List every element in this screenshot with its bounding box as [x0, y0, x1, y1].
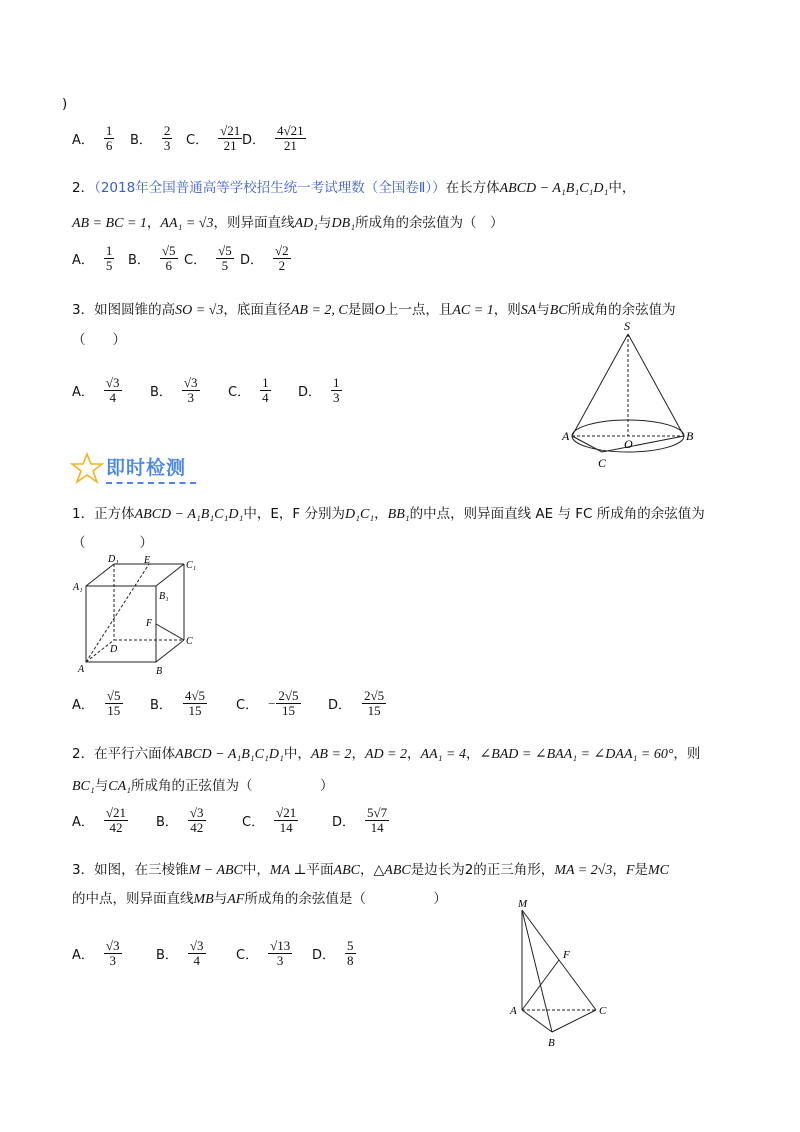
p2-line2: BC₁与CA₁所成角的正弦值为（ ） [72, 778, 334, 794]
label-a: A [562, 429, 570, 443]
fraction: $\frac{√5}{6}$ [161, 243, 176, 273]
sign: − [268, 695, 276, 711]
fraction: $\frac{√3}{4}$ [189, 938, 204, 968]
fraction: $\frac{√13}{3}$ [270, 938, 291, 968]
option-b[interactable] [130, 124, 172, 153]
option-b[interactable] [150, 689, 207, 718]
section-title: 即时检测 [106, 456, 187, 479]
option-c[interactable] [236, 939, 292, 968]
fraction: $\frac{√3}{3}$ [183, 375, 198, 405]
option-label: D． [312, 948, 336, 963]
option-d[interactable] [332, 806, 389, 835]
option-label: B． [156, 815, 178, 830]
label-a: A [78, 664, 85, 675]
option-c[interactable] [186, 124, 242, 153]
cone-chord-bc [602, 436, 684, 452]
fraction: $\frac{1}{3}$ [333, 375, 340, 405]
fraction: $\frac{√3}{3}$ [105, 938, 120, 968]
p3-line1: 3．如图，在三棱锥M − ABC中，MA ⊥平面ABC，△ABC是边长为2的正三角形，MA = 2√3，F是MC [72, 862, 669, 878]
option-label: C． [236, 948, 259, 963]
fraction: $\frac{1}{6}$ [105, 123, 113, 153]
p2-line1: 2．在平行六面体ABCD − A₁B₁C₁D₁中，AB = 2，AD = 2，AA₁ = 4，∠BAD = ∠BAA₁ = ∠DAA₁ = 60°，则 [72, 746, 701, 762]
fraction: $\frac{√3}{42}$ [189, 805, 204, 835]
segment-fc [156, 624, 184, 640]
option-label: D． [240, 253, 264, 268]
option-label: A． [72, 253, 94, 268]
fraction: $\frac{2}{3}$ [163, 123, 171, 153]
option-label: B． [130, 133, 152, 148]
fraction: $\frac{1}{4}$ [262, 375, 269, 405]
option-label: A． [72, 698, 94, 713]
option-label: D． [332, 815, 356, 830]
option-label: B． [156, 948, 178, 963]
fraction: $\frac{√5}{15}$ [106, 688, 121, 718]
fraction: $\frac{5√7}{14}$ [367, 805, 388, 835]
fraction: $\frac{√3}{4}$ [105, 375, 120, 405]
option-b[interactable] [128, 244, 178, 273]
option-d[interactable] [312, 939, 356, 968]
option-c[interactable] [228, 376, 271, 405]
q2-line2: AB = BC = 1，AA₁ = √3，则异面直线AD₁与DB₁所成角的余弦值为（ ） [72, 215, 504, 231]
option-a[interactable] [72, 806, 128, 835]
edge-b1c1 [156, 564, 184, 586]
option-a[interactable] [72, 939, 122, 968]
option-label: B． [150, 385, 172, 400]
option-label: C． [228, 385, 251, 400]
option-label: C． [184, 253, 207, 268]
label-o: O [624, 437, 633, 451]
label-b: B [156, 666, 163, 676]
option-b[interactable] [150, 376, 200, 405]
fraction: $\frac{1}{5}$ [105, 243, 113, 273]
option-d[interactable] [328, 689, 386, 718]
fraction: $\frac{√5}{5}$ [218, 243, 232, 273]
option-label: A． [72, 133, 94, 148]
option-d[interactable] [240, 244, 291, 273]
label-d1: D₁ [108, 554, 119, 565]
p3-line2: 的中点，则异面直线MB与AF所成角的余弦值是（ ） [72, 891, 447, 907]
label-a: A [510, 1005, 517, 1017]
label-d: D [110, 644, 118, 655]
option-c[interactable] [242, 806, 298, 835]
option-label: C． [236, 698, 259, 713]
fraction: $\frac{4√21}{21}$ [277, 123, 304, 153]
option-label: D． [298, 385, 322, 400]
answer-paren: （ ） [72, 332, 126, 348]
fraction: $\frac{2√5}{15}$ [278, 688, 299, 718]
fraction: $\frac{4√5}{15}$ [184, 688, 206, 718]
option-label: A． [72, 948, 94, 963]
cone-figure [560, 316, 700, 476]
label-f: F [146, 618, 153, 629]
option-a[interactable] [72, 244, 114, 273]
cube-figure [70, 554, 210, 676]
option-label: A． [72, 385, 94, 400]
q2-line1: 2．（2018年全国普通高等学校招生统一考试理数（全国卷Ⅱ））在长方体ABCD − A₁B₁C₁D₁中， [72, 180, 636, 196]
segment-af [522, 960, 559, 1010]
cone-edge-sb [628, 334, 684, 436]
edge-bc [552, 1010, 596, 1032]
cone-edge-sa [572, 334, 628, 436]
label-a1: A₁ [73, 582, 83, 593]
option-b[interactable] [156, 806, 206, 835]
label-b: B [548, 1037, 555, 1049]
option-c[interactable] [184, 244, 234, 273]
fraction: $\frac{5}{8}$ [347, 938, 354, 968]
section-underline [106, 482, 196, 484]
fraction: $\frac{√21}{42}$ [105, 805, 127, 835]
fraction: $\frac{√21}{21}$ [220, 123, 241, 153]
edge-a1d1 [86, 564, 114, 586]
option-c[interactable] [236, 689, 301, 718]
option-label: B． [128, 253, 150, 268]
answer-paren: （ ） [72, 535, 153, 551]
label-c1: C₁ [186, 560, 197, 571]
option-label: B． [150, 698, 172, 713]
option-a[interactable] [72, 124, 114, 153]
fraction: $\frac{√21}{14}$ [276, 805, 297, 835]
option-label: C． [186, 133, 209, 148]
q3-line1: 3．如图圆锥的高SO = √3，底面直径AB = 2, C是圆O上一点，且AC = 1，则SA与BC所成角的余弦值为 [72, 302, 676, 318]
option-a[interactable] [72, 689, 123, 718]
cone-chord-ac [572, 436, 602, 452]
star-icon [70, 452, 104, 484]
source-reference: （2018年全国普通高等学校招生统一考试理数（全国卷Ⅱ）） [94, 180, 446, 196]
section-header [70, 452, 196, 484]
label-b1: B₁ [159, 591, 169, 602]
label-f: F [563, 949, 570, 961]
option-d[interactable] [242, 124, 306, 153]
option-label: D． [328, 698, 352, 713]
fraction: $\frac{2√5}{15}$ [364, 688, 385, 718]
label-c: C [598, 456, 607, 470]
option-a[interactable] [72, 376, 122, 405]
fraction: $\frac{√2}{2}$ [275, 243, 289, 273]
option-label: C． [242, 815, 265, 830]
p1-line1: 1．正方体ABCD − A₁B₁C₁D₁中，E，F 分别为D₁C₁，BB₁的中点，则异面直线 AE 与 FC 所成角的余弦值为 [72, 506, 705, 522]
label-m: M [518, 898, 528, 910]
label-s: S [624, 319, 630, 333]
label-c: C [186, 636, 193, 647]
option-label: A． [72, 815, 94, 830]
label-b: B [686, 429, 694, 443]
option-label: D． [242, 133, 266, 148]
label-c: C [599, 1005, 607, 1017]
pyramid-figure [508, 894, 618, 1050]
option-b[interactable] [156, 939, 206, 968]
edge-bc [156, 640, 184, 662]
option-d[interactable] [298, 376, 342, 405]
label-e: E [144, 555, 151, 566]
close-paren: ) [62, 96, 68, 112]
